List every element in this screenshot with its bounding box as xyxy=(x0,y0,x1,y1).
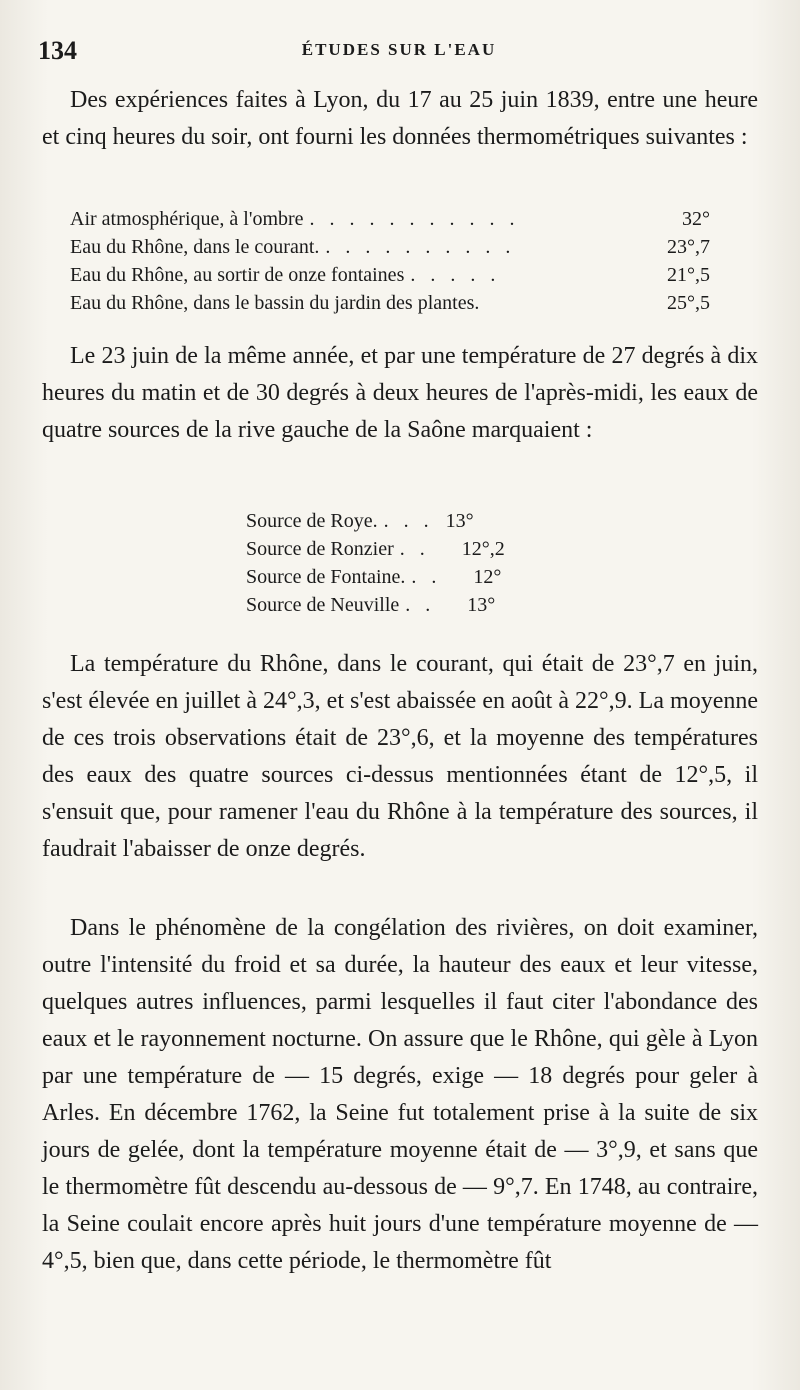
paragraph-2: Le 23 juin de la même année, et par une température de 27 degrés à dix heures du matin et de 30 degrés à deux heures de l'après-midi, les eaux de quatre sources de la rive gauche de la Saône marquaient : xyxy=(42,343,758,443)
paragraph-4: Dans le phénomène de la congélation des rivières, on doit examiner, outre l'intensité du froid et sa durée, la hauteur des eaux et leur vitesse, quelques autres influences, parmi lesquelles il faut citer l'abondance des eaux et le rayonnement nocturne. On assure que le Rhône, qui gèle à Lyon par une température de — 15 degrés, exige — 18 degrés pour geler à Arles. En décembre 1762, la Seine fut totalement prise à la suite de six jours de gelée, dont la température moyenne était de — 3°,9, et sans que le thermomètre fût descendu au-dessous de — 9°,7. En 1748, au contraire, la Seine coulait encore après huit jours d'une température moyenne de — 4°,5, bien que, dans cette période, le thermomètre fût xyxy=(42,915,758,1274)
row-value: 13° xyxy=(467,594,496,616)
row-value: 13° xyxy=(445,510,474,532)
row-label: Source de Neuville xyxy=(246,594,400,616)
row-value: 12° xyxy=(473,566,502,588)
leader-dots: . . . . . . . . . . xyxy=(325,236,516,258)
row-value: 25°,5 xyxy=(667,292,710,314)
page-number: 134 xyxy=(38,36,77,65)
table-row xyxy=(246,510,606,538)
row-value: 23°,7 xyxy=(667,236,710,258)
running-title: ÉTUDES SUR L'EAU xyxy=(301,40,497,59)
table-row xyxy=(246,566,606,594)
row-value: 21°,5 xyxy=(667,264,710,286)
temperature-table-rhone xyxy=(70,208,710,320)
row-label: Eau du Rhône, au sortir de onze fontaines xyxy=(70,264,405,286)
leader-dots: . . xyxy=(399,538,430,560)
row-label: Source de Roye. xyxy=(246,510,378,532)
leader-dots: . . . . . . . . . . . xyxy=(309,208,520,230)
table-row xyxy=(70,292,710,320)
table-row xyxy=(70,208,710,236)
row-label: Eau du Rhône, dans le bassin du jardin des plantes. xyxy=(70,292,480,314)
row-value: 12°,2 xyxy=(461,538,505,560)
row-value: 32° xyxy=(682,208,710,230)
table-row xyxy=(70,264,710,292)
leader-dots: . . . . . xyxy=(410,264,501,286)
temperature-table-sources xyxy=(246,510,606,622)
leader-dots: . . xyxy=(405,594,436,616)
table-row xyxy=(246,538,606,566)
table-row xyxy=(246,594,606,622)
paragraph-1: Des expériences faites à Lyon, du 17 au 25 juin 1839, entre une heure et cinq heures du soir, ont fourni les données thermométriques suivantes : xyxy=(42,87,758,150)
table-row xyxy=(70,236,710,264)
leader-dots: . . xyxy=(411,566,442,588)
row-label: Eau du Rhône, dans le courant. xyxy=(70,236,320,258)
row-label: Source de Fontaine. xyxy=(246,566,406,588)
leader-dots: . . . xyxy=(383,510,434,532)
row-label: Air atmosphérique, à l'ombre xyxy=(70,208,304,230)
paragraph-3: La température du Rhône, dans le courant, qui était de 23°,7 en juin, s'est élevée en juillet à 24°,3, et s'est abaissée en août à 22°,9. La moyenne de ces trois observations était de 23°,6, et la moyenne des températures des eaux des quatre sources ci-dessus mentionnées étant de 12°,5, il s'ensuit que, pour ramener l'eau du Rhône à la température des sources, il faudrait l'abaisser de onze degrés. xyxy=(42,651,758,862)
page-header xyxy=(38,36,760,70)
row-label: Source de Ronzier xyxy=(246,538,394,560)
